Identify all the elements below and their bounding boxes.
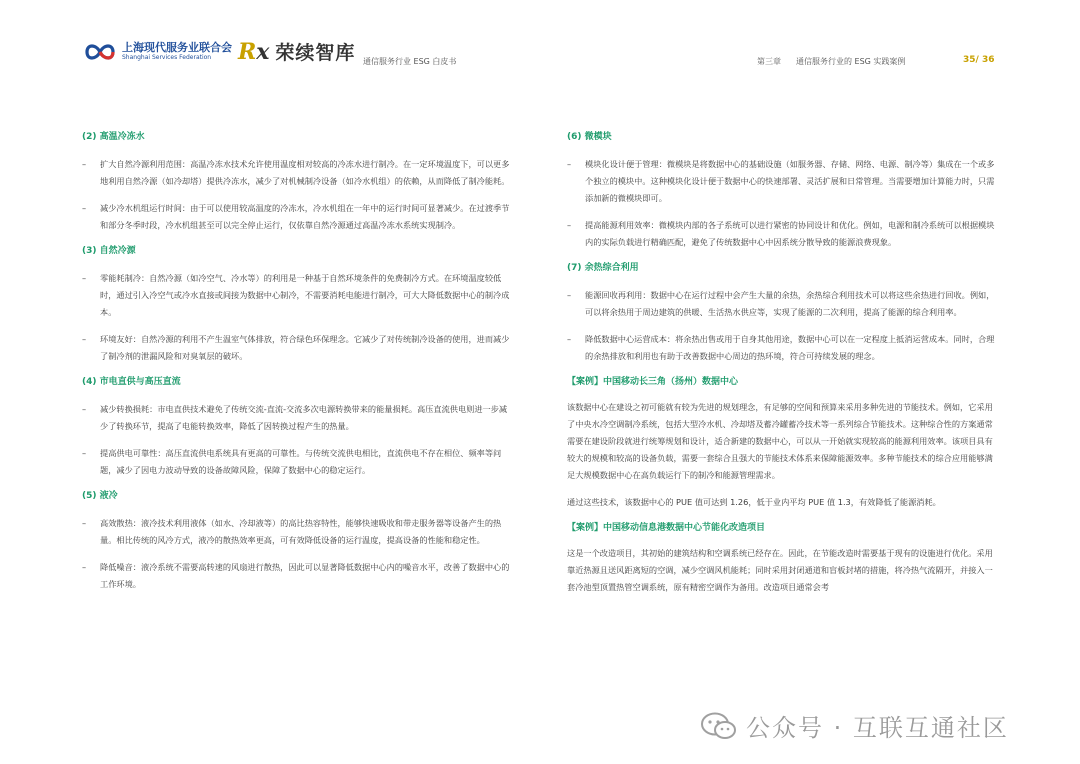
rongxu-think-tank-logo	[238, 38, 355, 65]
item-label: 提高能源利用效率：	[585, 220, 659, 230]
item-label: 高效散热：	[100, 518, 141, 528]
item-label: 减少转换损耗：	[100, 404, 158, 414]
right-column	[567, 130, 999, 606]
item-text: 市电直供技术避免了传统交流-直流-交流多次电源转换带来的能量损耗。高压直流供电则进一步减少了转换环节，提高了电能转换效率，降低了因转换过程产生的热量。	[100, 404, 508, 431]
dash-bullet: –	[82, 273, 87, 283]
federation-emblem-icon	[84, 40, 118, 64]
page-number: 35/ 36	[963, 55, 995, 65]
section-heading: (5) 液冷	[82, 491, 118, 501]
item-label: 能源回收再利用：	[585, 290, 651, 300]
case-paragraph: 通过这些技术，该数据中心的 PUE 值可达到 1.26，低于业内平均 PUE 值 1.3，有效降低了能源消耗。	[567, 497, 941, 507]
section-heading: (3) 自然冷源	[82, 246, 136, 256]
list-item	[82, 445, 514, 479]
case-heading: 【案例】中国移动信息港数据中心节能化改造项目	[567, 523, 766, 533]
item-label: 降低噪音：	[100, 562, 141, 572]
section-heading: (4) 市电直供与高压直流	[82, 377, 181, 387]
item-label: 降低数据中心运营成本：	[585, 334, 676, 344]
shanghai-services-federation-logo	[84, 40, 232, 64]
case-paragraph: 该数据中心在建设之初可能就有较为先进的规划理念，有足够的空间和预算来采用多种先进的节能技术。例如，它采用了中央水冷空调制冷系统，包括大型冷水机、冷却塔及蓄冷罐蓄冷技术等一系列综合节能技术。这种综合性的方案通常需要在建设阶段就进行统筹规划和设计，适合新建的数据中心，可以从一开始就实现较高的能源利用效率。该项目具有较大的规模和较高的设备负载，需要一套综合且强大的节能技术体系来保障能源效率。多种节能技术的综合应用能够满足大规模数据中心在高负载运行下的制冷和能源管理需求。	[567, 402, 993, 480]
item-label: 环境友好：	[100, 334, 141, 344]
list-item	[82, 200, 514, 234]
case-info-port-retrofit	[567, 521, 999, 596]
page-header	[0, 0, 1080, 90]
item-text: 液冷系统不需要高转速的风扇进行散热，因此可以显著降低数据中心内的噪音水平，改善了数据中心的工作环境。	[100, 562, 510, 589]
section-title: 通信服务行业的 ESG 实践案例	[796, 57, 906, 66]
item-text: 由于可以使用较高温度的冷冻水，冷水机组在一年中的运行时间可显著减少。在过渡季节和部分冬季时段，冷水机组甚至可以完全停止运行，仅依靠自然冷源通过高温冷冻水系统实现制冷。	[100, 203, 510, 230]
item-label: 模块化设计便于管理：	[585, 159, 667, 169]
section-heading: (6) 微模块	[567, 132, 612, 142]
dash-bullet: –	[82, 334, 87, 344]
list-item	[82, 331, 514, 365]
section-micro-module	[567, 130, 999, 251]
dash-bullet: –	[567, 334, 572, 344]
rongxu-name: 荣续智库	[275, 42, 356, 64]
dash-bullet: –	[82, 448, 87, 458]
dash-bullet: –	[82, 518, 87, 528]
dash-bullet: –	[82, 159, 87, 169]
list-item	[82, 156, 514, 190]
section-high-temp-chilled-water	[82, 130, 514, 234]
item-text: 微模块内部的各子系统可以进行紧密的协同设计和优化。例如，电源和制冷系统可以根据模块内的实际负载进行精确匹配，避免了传统数据中心中因系统分散导致的能源浪费现象。	[585, 220, 995, 247]
list-item	[567, 331, 999, 365]
item-label: 扩大自然冷源利用范围：	[100, 159, 191, 169]
item-text: 微模块是将数据中心的基础设施（如服务器、存储、网络、电源、制冷等）集成在一个或多个独立的模块中。这种模块化设计便于数据中心的快速部署、灵活扩展和日常管理。当需要增加计算能力时，只需添加新的微模块即可。	[585, 159, 995, 203]
watermark-text: 公众号 · 互联互通社区	[746, 714, 1009, 742]
item-label: 零能耗制冷：	[100, 273, 150, 283]
item-text: 高压直流供电系统具有更高的可靠性。与传统交流供电相比，直流供电不存在相位、频率等问题，减少了因电力波动导致的设备故障风险，保障了数据中心的稳定运行。	[100, 448, 502, 475]
item-text: 高温冷冻水技术允许使用温度相对较高的冷冻水进行制冷。在一定环境温度下，可以更多地利用自然冷源（如冷却塔）提供冷冻水，减少了对机械制冷设备（如冷水机组）的依赖，从而降低了制冷能耗。	[100, 159, 510, 186]
dash-bullet: –	[567, 290, 572, 300]
dash-bullet: –	[82, 562, 87, 572]
list-item	[82, 559, 514, 593]
dash-bullet: –	[82, 203, 87, 213]
rongxu-mark	[238, 39, 269, 65]
case-heading: 【案例】中国移动长三角（扬州）数据中心	[567, 377, 739, 387]
case-yangzhou-data-center	[567, 375, 999, 511]
rongxu-mark-r: R	[238, 38, 257, 65]
dash-bullet: –	[82, 404, 87, 414]
section-heading: (7) 余热综合利用	[567, 263, 639, 273]
section-direct-power-hvdc	[82, 375, 514, 479]
left-column	[82, 130, 514, 603]
dash-bullet: –	[567, 220, 572, 230]
rongxu-mark-x: x	[256, 38, 270, 65]
item-text: 数据中心在运行过程中会产生大量的余热，余热综合利用技术可以将这些余热进行回收。例如，可以将余热用于周边建筑的供暖、生活热水供应等，实现了能源的二次利用，提高了能源的综合利用率。	[585, 290, 995, 317]
item-label: 减少冷水机组运行时间：	[100, 203, 191, 213]
list-item	[567, 217, 999, 251]
list-item	[567, 156, 999, 207]
wechat-icon	[700, 711, 738, 741]
federation-name-cn: 上海现代服务业联合会	[122, 41, 232, 54]
list-item	[82, 515, 514, 549]
item-label: 提高供电可靠性：	[100, 448, 166, 458]
dash-bullet: –	[567, 159, 572, 169]
section-heading: (2) 高温冷冻水	[82, 132, 145, 142]
wechat-watermark	[700, 708, 1009, 743]
document-title: 通信服务行业 ESG 白皮书	[363, 57, 457, 66]
section-natural-cooling	[82, 244, 514, 365]
item-text: 自然冷源的利用不产生温室气体排放，符合绿色环保理念。它减少了对传统制冷设备的使用，进而减少了制冷剂的泄漏风险和对臭氧层的破坏。	[100, 334, 510, 361]
case-paragraph: 这是一个改造项目，其初始的建筑结构和空调系统已经存在。因此，在节能改造时需要基于现有的设施进行优化。采用靠近热源且送风距离短的空调，减少空调风机能耗；同时采用封闭通道和盲板封堵的措施，将冷热气流隔开，并接入一套冷池型顶置热管空调系统，原有精密空调作为备用。改造项目通常会考	[567, 548, 993, 592]
chapter-label: 第三章	[757, 57, 781, 66]
section-waste-heat-reuse	[567, 261, 999, 365]
list-item	[567, 287, 999, 321]
list-item	[82, 270, 514, 321]
section-liquid-cooling	[82, 489, 514, 593]
item-text: 自然冷源（如冷空气、冷水等）的利用是一种基于自然环境条件的免费制冷方式。在环境温度较低时，通过引入冷空气或冷水直接或间接为数据中心制冷，不需要消耗电能进行制冷，可大大降低数据中心的制冷成本。	[100, 273, 510, 317]
list-item	[82, 401, 514, 435]
item-text: 将余热出售或用于自身其他用途，数据中心可以在一定程度上抵消运营成本。同时，合理的余热排放和利用也有助于改善数据中心周边的热环境，符合可持续发展的理念。	[585, 334, 995, 361]
federation-name-en: Shanghai Services Federation	[122, 54, 212, 61]
item-text: 液冷技术利用液体（如水、冷却液等）的高比热容特性，能够快速吸收和带走服务器等设备产生的热量。相比传统的风冷方式，液冷的散热效率更高，可有效降低设备的运行温度，提高设备的性能和稳定性。	[100, 518, 502, 545]
